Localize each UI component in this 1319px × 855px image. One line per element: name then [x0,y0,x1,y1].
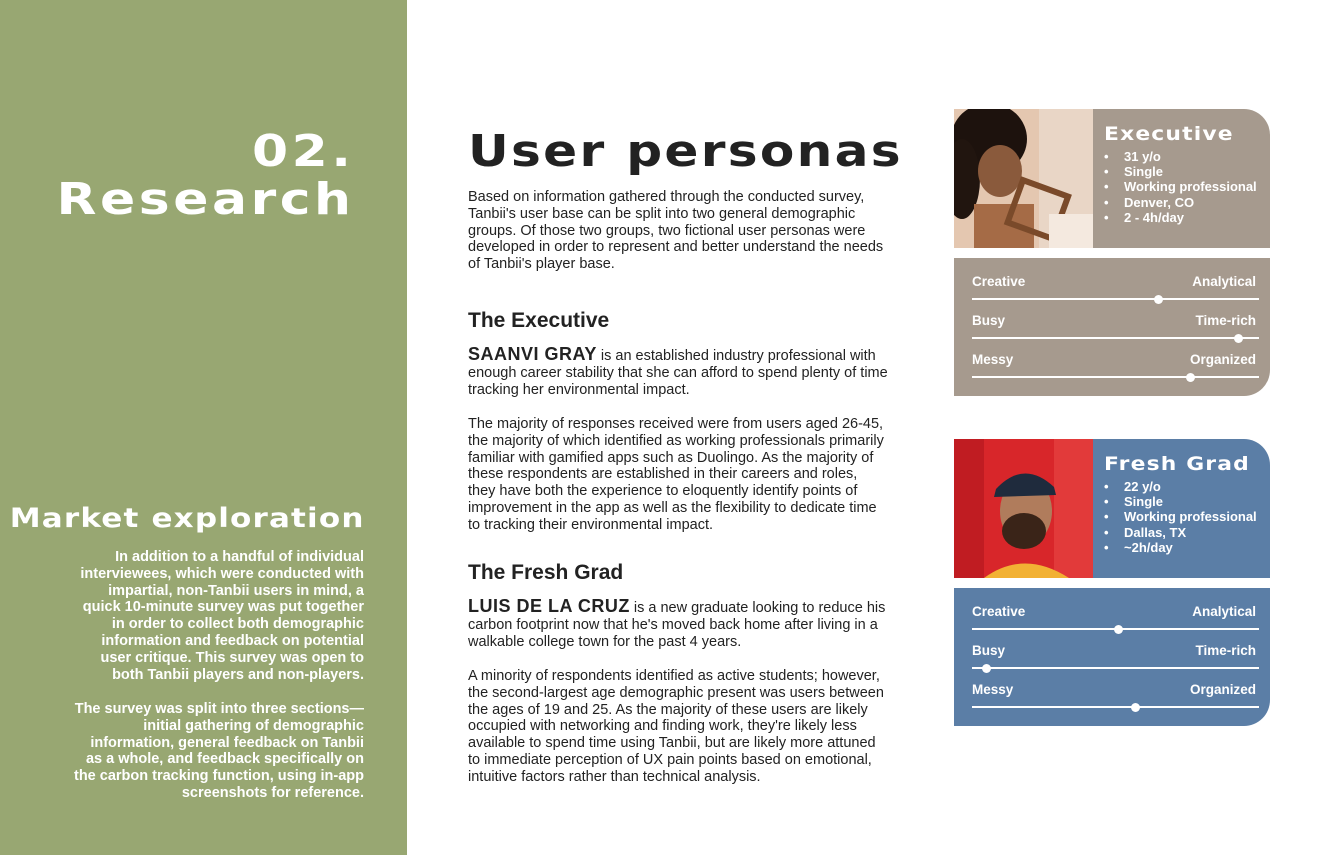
slider-left-label: Busy [972,313,1006,328]
slider-track [972,376,1259,378]
section-number: 02. [252,126,355,177]
slider-right-label: Time-rich [1195,643,1256,658]
fact-item: • 2 - 4h/day [1104,210,1257,225]
fresh-grad-traits-card [954,588,1270,726]
fact-item: • ~2h/day [1104,540,1257,555]
market-paragraph-1: In addition to a handful of individual interviewees, which were conducted with impartial, non-Tanbii users in mind, a quick 10-minute survey was put together in order to collect both demographic information and feedback on potential user critique. This survey was open to both Tanbii players and non-players. [80,549,364,683]
slider-track [972,337,1259,339]
slider-left-label: Messy [972,682,1014,697]
slider-row [972,604,1259,634]
fresh-grad-name: LUIS DE LA CRUZ [468,596,630,616]
slider-handle [982,664,991,673]
section-title: Research [56,174,355,225]
fresh-grad-summary [468,598,888,650]
slider-handle [1114,625,1123,634]
man-portrait-photo [954,439,1093,578]
slider-right-label: Organized [1189,682,1256,697]
executive-card [954,109,1270,248]
slider-track [972,667,1259,669]
market-exploration-title: Market exploration [10,503,365,534]
fact-item: • Dallas, TX [1104,525,1257,540]
fact-item: • 31 y/o [1104,149,1257,164]
fresh-grad-paragraph: A minority of respondents identified as active students; however, the second-largest age demographic present was users between the ages of 19 and 25. As the majority of these users are likely occupied with networking and finding work, they're likely less available to spend time using Tanbii, but are likely more attuned to immediate perception of UX pain points based on emotional, intuitive factors rather than technical analysis. [468,668,884,785]
fact-item: • Single [1104,494,1257,509]
slider-track [972,298,1259,300]
slider-left-label: Creative [972,274,1026,289]
section-heading [57,128,355,224]
market-paragraph-2: The survey was split into three sections—initial gathering of demographic information, general feedback on Tanbii as a whole, and feedback specifically on the carbon tracking function, using in-app screenshots for reference. [73,701,364,801]
slider-handle [1186,373,1195,382]
fact-item: • Working professional [1104,509,1257,524]
executive-paragraph: The majority of responses received were from users aged 26-45, the majority of which identified as working professionals primarily familiar with gamified apps such as Duolingo. As the majority of these respondents are established in their careers and roles, they have both the experience to eloquently identify points of improvement in the app as well as the flexibility to dedicate time to tracking their environmental impact. [468,416,884,533]
executive-heading: The Executive [468,309,610,332]
executive-card-title: Executive [1104,123,1234,145]
fresh-grad-description: is a new graduate looking to reduce his carbon footprint now that he's moved back home after living in a walkable college town for the past 4 years. [468,600,886,650]
fact-item: • 22 y/o [1104,479,1257,494]
executive-summary [468,346,888,398]
slider-row [972,682,1259,712]
fact-item: • Working professional [1104,179,1257,194]
slider-right-label: Organized [1189,352,1256,367]
executive-traits-card [954,258,1270,396]
intro-paragraph: Based on information gathered through the conducted survey, Tanbii's user base can be split into two general demographic groups. Of those two groups, two fictional user personas were developed in order to represent and better understand the needs of Tanbii's player base. [468,189,884,273]
slider-track [972,628,1259,630]
page-title: User personas [468,126,903,177]
slider-left-label: Messy [972,352,1014,367]
slider-right-label: Analytical [1192,604,1256,619]
slider-right-label: Analytical [1192,274,1256,289]
slider-right-label: Time-rich [1195,313,1256,328]
slider-row [972,313,1259,343]
executive-info [1104,123,1257,225]
slider-track [972,706,1259,708]
slider-left-label: Creative [972,604,1026,619]
fresh-grad-info [1104,453,1257,555]
fresh-grad-card-title: Fresh Grad [1104,453,1250,475]
slider-row [972,352,1259,382]
fresh-grad-heading: The Fresh Grad [468,561,624,584]
executive-facts [1104,149,1257,225]
executive-name: SAANVI GRAY [468,344,597,364]
woman-portrait-photo [954,109,1093,248]
slider-left-label: Busy [972,643,1006,658]
slider-row [972,274,1259,304]
slider-handle [1131,703,1140,712]
executive-description: is an established industry professional with enough career stability that she can afford to spend plenty of time tracking her environmental impact. [468,348,888,398]
left-panel [0,0,407,855]
slider-handle [1154,295,1163,304]
fact-item: • Denver, CO [1104,195,1257,210]
fact-item: • Single [1104,164,1257,179]
slider-handle [1234,334,1243,343]
slider-row [972,643,1259,673]
fresh-grad-card [954,439,1270,578]
fresh-grad-facts [1104,479,1257,555]
